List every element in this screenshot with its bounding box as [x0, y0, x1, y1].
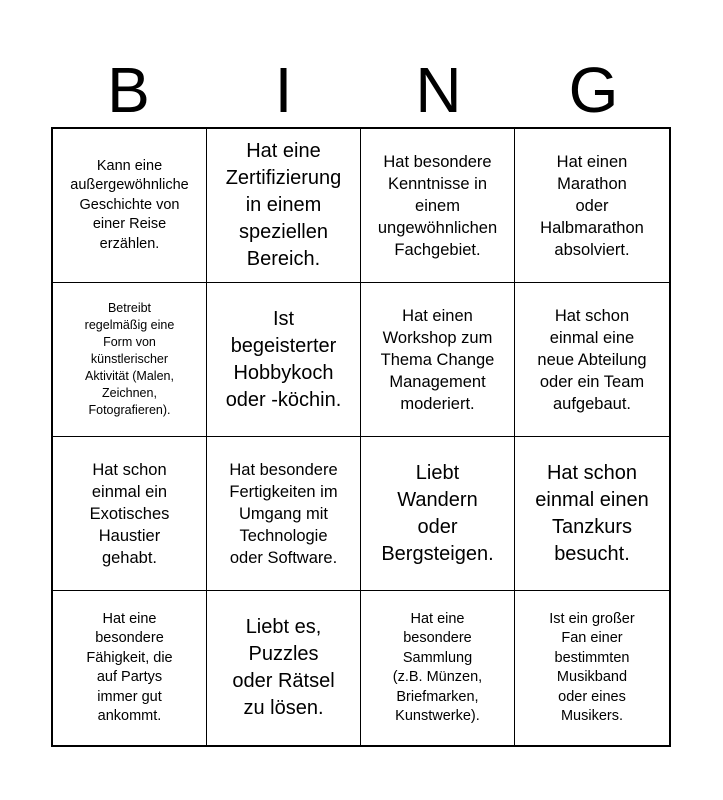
header-letter-n: N — [415, 54, 462, 126]
cell-text: Hat einen Marathon oder Halbmarathon absolviert. — [540, 152, 644, 259]
bingo-cell-2-3[interactable] — [361, 283, 515, 437]
bingo-header — [51, 52, 671, 128]
header-letter-b: B — [107, 54, 150, 126]
cell-text: Hat eine besondere Sammlung (z.B. Münzen, Briefmarken, Kunstwerke). — [392, 610, 483, 724]
bingo-cell-2-2[interactable] — [207, 283, 361, 437]
cell-text: Hat besondere Fertigkeiten im Umgang mit Technologie oder Software. — [229, 460, 338, 567]
bingo-cell-2-4[interactable] — [515, 283, 669, 437]
bingo-board — [51, 127, 671, 747]
cell-text: Liebt Wandern oder Bergsteigen. — [381, 461, 494, 565]
bingo-cell-3-2[interactable] — [207, 437, 361, 591]
bingo-cell-3-4[interactable] — [515, 437, 669, 591]
bingo-cell-4-1[interactable] — [53, 591, 207, 745]
header-letter-g: G — [568, 54, 619, 126]
header-letter-i: I — [274, 54, 293, 126]
cell-text: Hat schon einmal ein Exotisches Haustier gehabt. — [89, 460, 170, 567]
bingo-cell-1-3[interactable] — [361, 129, 515, 283]
cell-text: Hat einen Workshop zum Thema Change Management moderiert. — [380, 306, 495, 413]
cell-text: Ist ein großer Fan einer bestimmten Musikband oder eines Musikers. — [549, 610, 635, 724]
bingo-cell-3-1[interactable] — [53, 437, 207, 591]
bingo-cell-4-3[interactable] — [361, 591, 515, 745]
cell-text: Hat besondere Kenntnisse in einem ungewöhnlichen Fachgebiet. — [377, 152, 498, 259]
cell-text: Hat eine Zertifizierung in einem speziellen Bereich. — [225, 140, 342, 270]
bingo-cell-3-3[interactable] — [361, 437, 515, 591]
bingo-cell-1-4[interactable] — [515, 129, 669, 283]
cell-text: Hat schon einmal einen Tanzkurs besucht. — [535, 461, 649, 565]
cell-text: Kann eine außergewöhnliche Geschichte von einer Reise erzählen. — [70, 157, 189, 252]
bingo-cell-4-4[interactable] — [515, 591, 669, 745]
cell-text: Liebt es, Puzzles oder Rätsel zu lösen. — [232, 616, 335, 719]
bingo-cell-4-2[interactable] — [207, 591, 361, 745]
bingo-cell-1-1[interactable] — [53, 129, 207, 283]
bingo-cell-1-2[interactable] — [207, 129, 361, 283]
cell-text: Hat eine besondere Fähigkeit, die auf Partys immer gut ankommt. — [86, 610, 173, 724]
cell-text: Betreibt regelmäßig eine Form von künstlerischer Aktivität (Malen, Zeichnen, Fotografieren). — [84, 301, 175, 417]
cell-text: Hat schon einmal eine neue Abteilung oder ein Team aufgebaut. — [537, 306, 647, 413]
cell-text: Ist begeisterter Hobbykoch oder -köchin. — [225, 307, 342, 411]
bingo-cell-2-1[interactable] — [53, 283, 207, 437]
